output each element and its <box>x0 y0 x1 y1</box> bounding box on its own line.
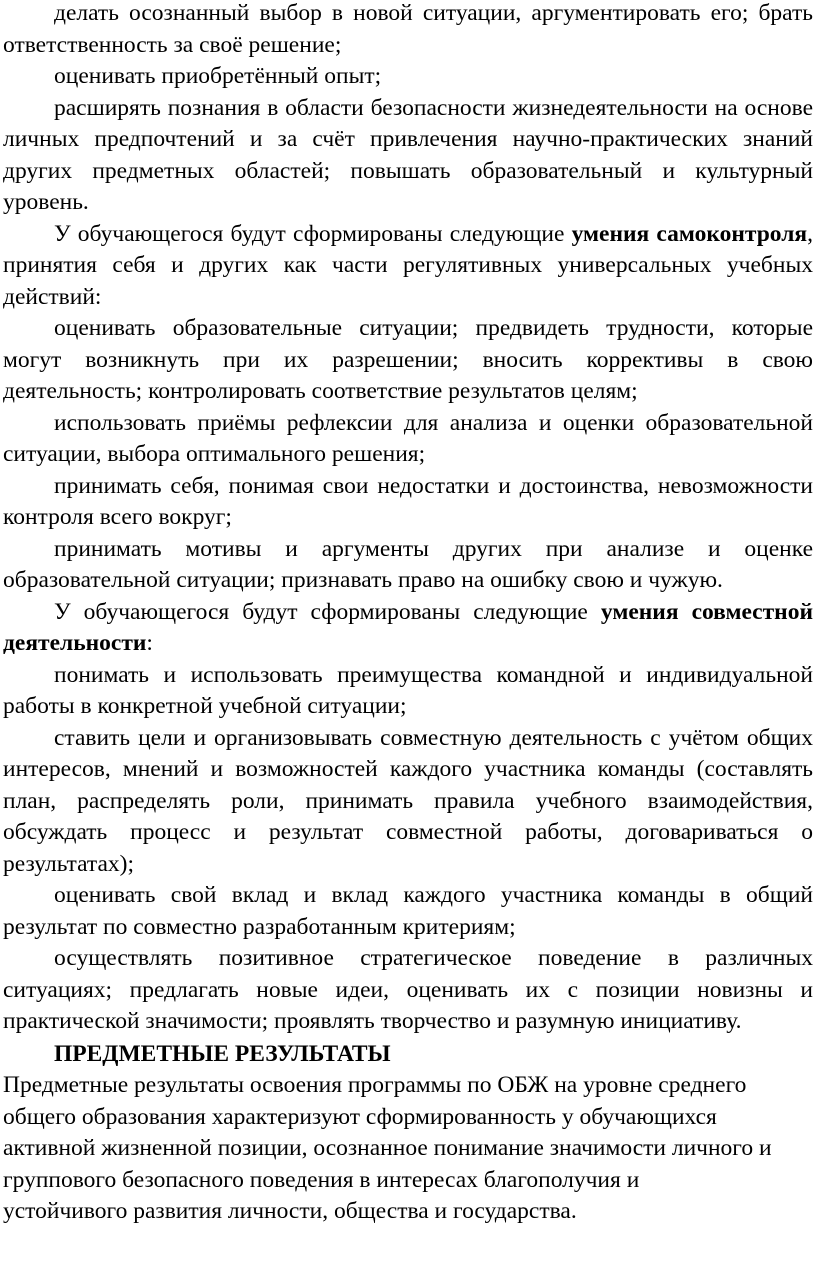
text-run: У обучающегося будут сформированы следующие <box>54 598 601 625</box>
subject-results-line-1: Предметные результаты освоения программы по ОБЖ на уровне среднего <box>3 1072 747 1098</box>
paragraph-expand-knowledge: расширять познания в области безопасности жизнедеятельности на основе личных предпочтений и за счёт привлечения научно-практических знаний других предметных областей; повышать образовательный и культурный уровень. <box>3 94 813 215</box>
subject-results-line-4: группового безопасного поведения в интересах благополучия и <box>3 1166 640 1193</box>
subject-results-line-5: устойчивого развития личности, общества и государства. <box>3 1198 577 1224</box>
paragraph-self-control-intro <box>3 219 813 314</box>
paragraph-evaluate-experience: оценивать приобретённый опыт; <box>54 63 382 89</box>
section-heading: ПРЕДМЕТНЫЕ РЕЗУЛЬТАТЫ <box>54 1040 391 1067</box>
subject-results-line-2: общего образования характеризуют сформированность у обучающихся <box>3 1103 717 1130</box>
text-run: , принятия себя и других как части регулятивных универсальных учебных действий: <box>3 220 813 310</box>
bold-term-self-control: умения самоконтроля <box>571 220 808 247</box>
bold-term-joint-activity: умения совместной деятельности <box>3 598 813 656</box>
text-run: : <box>146 630 153 656</box>
paragraph-teamwork-advantages: понимать и использовать преимущества командной и индивидуальной работы в конкретной учебной ситуации; <box>3 661 813 719</box>
paragraph-accept-others: принимать мотивы и аргументы других при анализе и оценке образовательной ситуации; признавать право на ошибку свою и чужую. <box>3 535 813 593</box>
text-run: У обучающегося будут сформированы следующие <box>54 220 572 247</box>
paragraph-accept-self: принимать себя, понимая свои недостатки и достоинства, невозможности контроля всего вокруг; <box>3 472 813 530</box>
paragraph-reflection: использовать приёмы рефлексии для анализа и оценки образовательной ситуации, выбора оптимального решения; <box>3 409 813 467</box>
paragraph-evaluate-contribution: оценивать свой вклад и вклад каждого участника команды в общий результат по совместно разработанным критериям; <box>3 882 813 940</box>
paragraph-evaluate-situations: оценивать образовательные ситуации; предвидеть трудности, которые могут возникнуть при их разрешении; вносить коррективы в свою деятельность; контролировать соответствие результатов целям; <box>3 315 813 404</box>
subject-results-line-3: активной жизненной позиции, осознанное понимание значимости личного и <box>3 1135 772 1161</box>
paragraph-informed-choice: делать осознанный выбор в новой ситуации, аргументировать его; брать ответственность за своё решение; <box>3 0 813 58</box>
paragraph-joint-activity-intro <box>3 597 813 660</box>
paragraph-positive-behavior: осуществлять позитивное стратегическое поведение в различных ситуациях; предлагать новые идеи, оценивать их с позиции новизны и практической значимости; проявлять творчество и разумную инициативу. <box>3 945 813 1034</box>
paragraph-set-goals: ставить цели и организовывать совместную деятельность с учётом общих интересов, мнений и возможностей каждого участника команды (составлять план, распределять роли, принимать правила учебного взаимодействия, обсуждать процесс и результат совместной работы, договариваться о результатах); <box>3 724 813 877</box>
